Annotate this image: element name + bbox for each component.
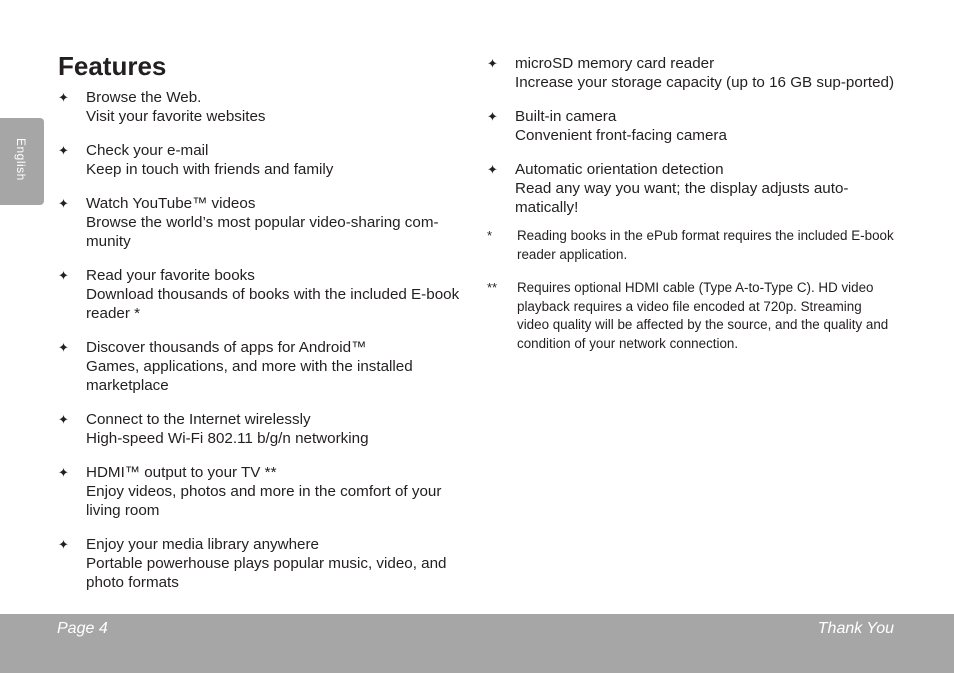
bullet-icon: ✦: [487, 162, 498, 177]
page-title: Features: [58, 51, 167, 81]
page-number: Page 4: [57, 620, 108, 637]
feature-title: Check your e-mail: [86, 142, 209, 159]
bullet-icon: ✦: [58, 465, 69, 480]
feature-title: Built-in camera: [515, 108, 617, 125]
feature-description: Visit your favorite websites: [86, 108, 266, 125]
feature-description: Browse the world’s most popular video-sharing com-munity: [86, 214, 439, 250]
bullet-icon: ✦: [58, 90, 69, 105]
footnote-mark: **: [487, 280, 498, 295]
footnote-mark: *: [487, 228, 493, 243]
feature-title: Automatic orientation detection: [515, 161, 724, 178]
bullet-icon: ✦: [58, 143, 69, 158]
feature-description: Games, applications, and more with the installed marketplace: [86, 358, 413, 394]
footnote: [487, 227, 897, 264]
feature-item: [58, 463, 470, 520]
feature-title: Browse the Web.: [86, 89, 202, 106]
feature-title: Watch YouTube™ videos: [86, 195, 256, 212]
feature-title: Connect to the Internet wirelessly: [86, 411, 311, 428]
bullet-icon: ✦: [58, 340, 69, 355]
feature-description: Portable powerhouse plays popular music, video, and photo formats: [86, 555, 447, 591]
bullet-icon: ✦: [58, 537, 69, 552]
bullet-icon: ✦: [58, 412, 69, 427]
feature-item: [58, 266, 470, 323]
footnote-text: Requires optional HDMI cable (Type A-to-Type C). HD video playback requires a video file encoded at 720p. Streaming video quality will be affected by the source, and the quality and condition of your network connection.: [517, 280, 889, 351]
bullet-icon: ✦: [58, 196, 69, 211]
feature-item: [58, 88, 470, 126]
feature-item: [487, 54, 897, 92]
feature-title: Enjoy your media library anywhere: [86, 536, 319, 553]
feature-description: Enjoy videos, photos and more in the comfort of your living room: [86, 483, 442, 519]
feature-description: Increase your storage capacity (up to 16 GB sup-ported): [515, 74, 895, 91]
feature-title: Read your favorite books: [86, 267, 255, 284]
feature-item: [487, 107, 897, 145]
feature-title: microSD memory card reader: [515, 55, 715, 72]
feature-item: [58, 338, 470, 395]
feature-title: Discover thousands of apps for Android™: [86, 339, 367, 356]
feature-description: Convenient front-facing camera: [515, 127, 727, 144]
feature-item: [58, 194, 470, 251]
bullet-icon: ✦: [58, 268, 69, 283]
footnote: [487, 279, 897, 353]
feature-title: HDMI™ output to your TV **: [86, 464, 277, 481]
bullet-icon: ✦: [487, 109, 498, 124]
page-footer: [0, 614, 954, 673]
feature-description: Keep in touch with friends and family: [86, 161, 334, 178]
features-left-column: [58, 88, 470, 607]
feature-description: Read any way you want; the display adjusts auto-matically!: [515, 180, 849, 216]
feature-description: Download thousands of books with the included E-book reader *: [86, 286, 460, 322]
footer-section-title: Thank You: [817, 620, 894, 637]
feature-description: High-speed Wi-Fi 802.11 b/g/n networking: [86, 430, 369, 447]
feature-item: [58, 141, 470, 179]
feature-item: [58, 535, 470, 592]
feature-item: [487, 160, 897, 217]
footnote-text: Reading books in the ePub format requires the included E-book reader application.: [517, 228, 894, 262]
language-tab: [0, 118, 44, 205]
bullet-icon: ✦: [487, 56, 498, 71]
feature-item: [58, 410, 470, 448]
language-tab-label: English: [14, 138, 28, 181]
features-right-column: [487, 54, 897, 353]
